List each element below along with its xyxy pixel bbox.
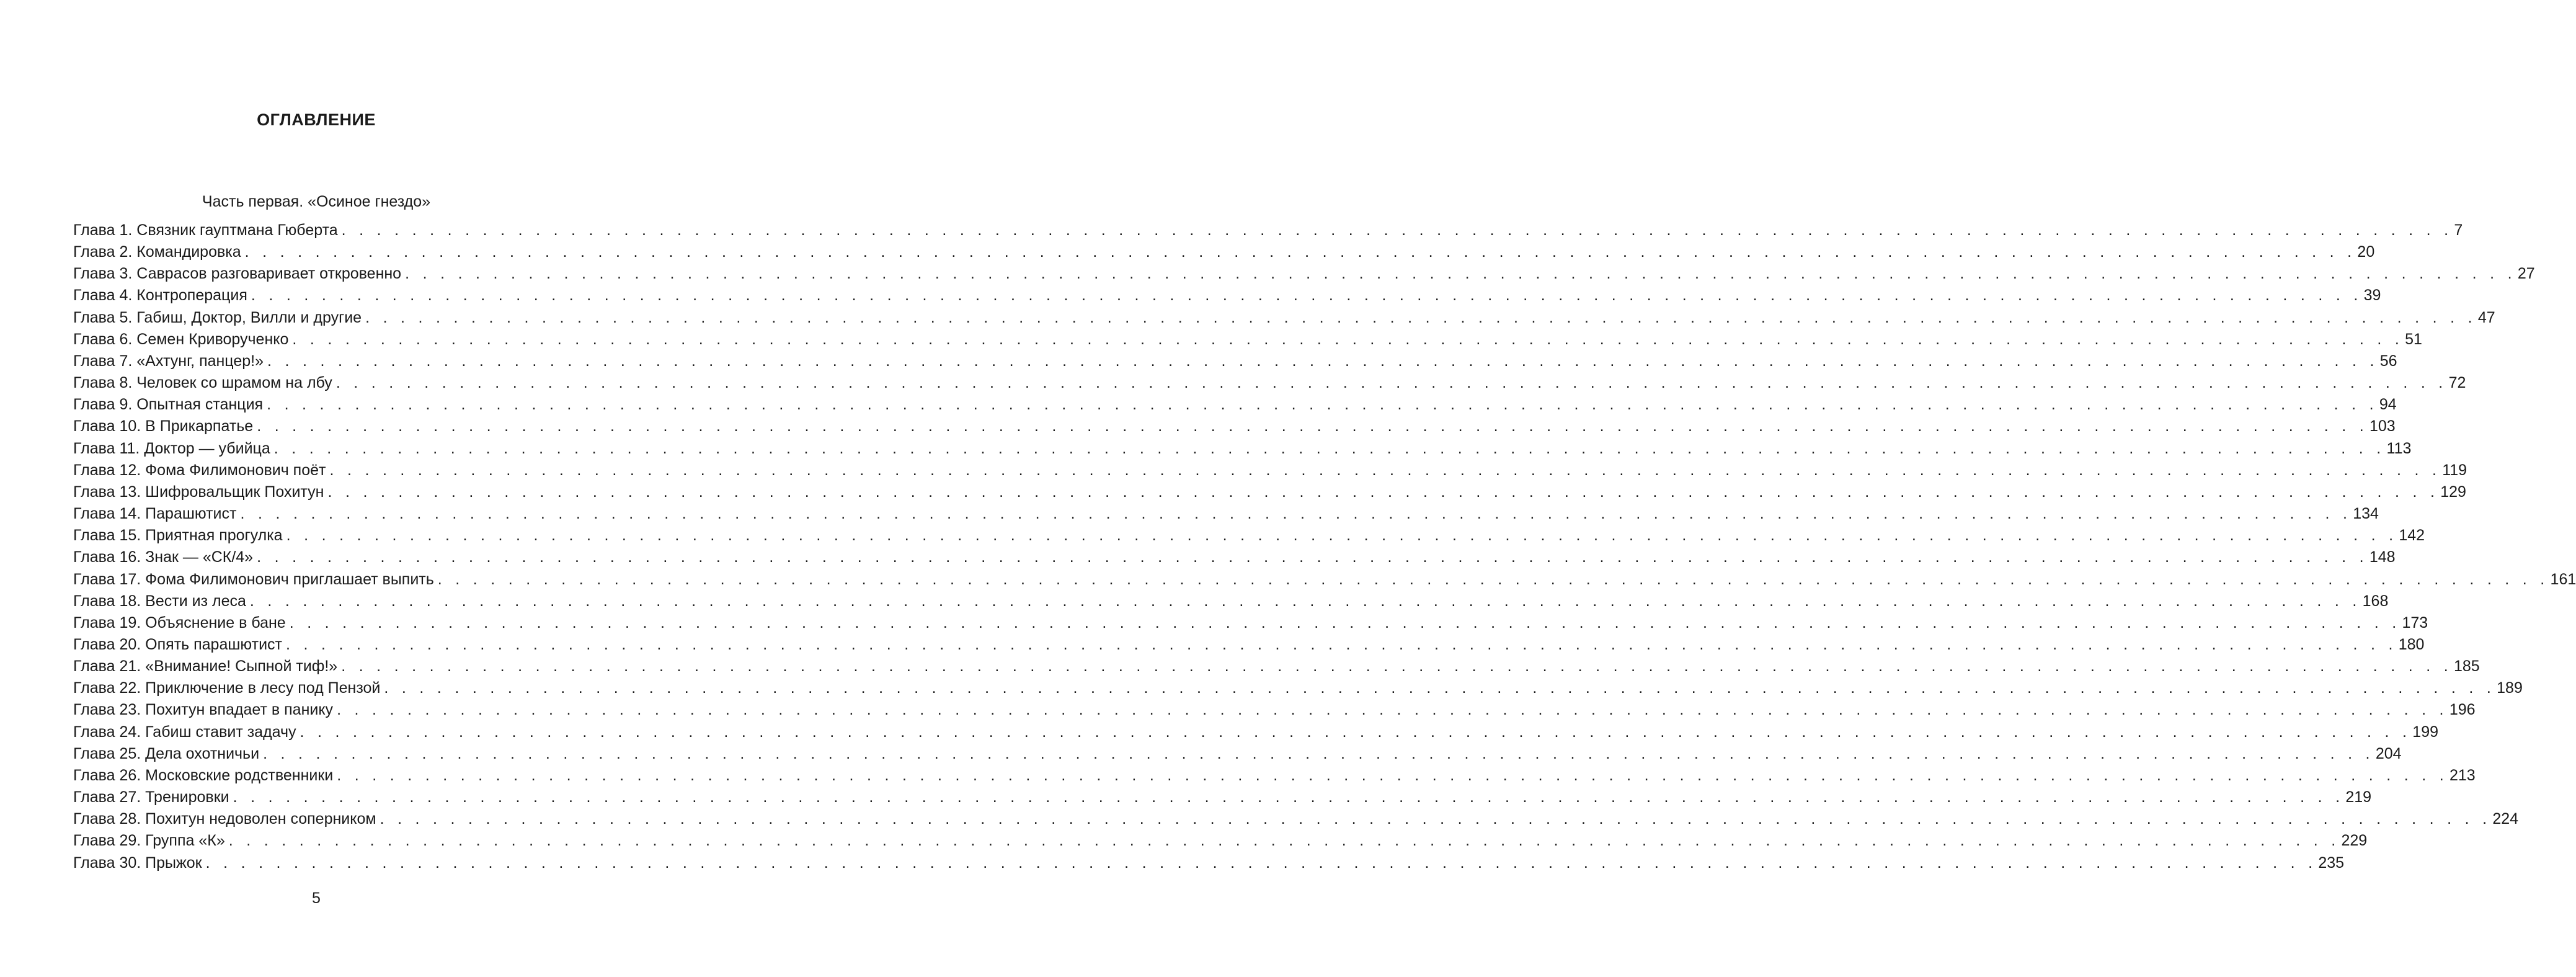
toc-entry-page: 129 (2440, 483, 2466, 501)
toc-entry-title: Глава 9. Опытная станция (73, 396, 264, 414)
toc-entry-page: 51 (2405, 330, 2422, 348)
toc-entry-page: 134 (2353, 505, 2379, 523)
toc-leader-dots: . . . . . . . . . . . . . . . . . . . . . . . . . . . . . . . . . . . . . . . . . . . . . . . . . . . . . . . . . . . . . . . . . . . . . . . . . . . . . . . . . . . . . . . . . . . . . . . . . . . . . . . . . . . . . . . . . . . . . . . . (257, 417, 2368, 435)
toc-leader-dots: . . . . . . . . . . . . . . . . . . . . . . . . . . . . . . . . . . . . . . . . . . . . . . . . . . . . . . . . . . . . . . . . . . . . . . . . . . . . . . . . . . . . . . . . . . . . . . . . . . . . . . . . . . . . . . . . . . . . . . . . (267, 352, 2379, 370)
toc-entry-page: 199 (2412, 723, 2439, 741)
toc-leader-dots: . . . . . . . . . . . . . . . . . . . . . . . . . . . . . . . . . . . . . . . . . . . . . . . . . . . . . . . . . . . . . . . . . . . . . . . . . . . . . . . . . . . . . . . . . . . . . . . . . . . . . . . . . . . . . . . . . . . . . . . . (263, 744, 2374, 762)
toc-leader-dots: . . . . . . . . . . . . . . . . . . . . . . . . . . . . . . . . . . . . . . . . . . . . . . . . . . . . . . . . . . . . . . . . . . . . . . . . . . . . . . . . . . . . . . . . . . . . . . . . . . . . . . . . . . . . . . . . . . . . . . . . (341, 221, 2453, 239)
toc-entry-title: Глава 1. Связник гауптмана Гюберта (73, 221, 338, 239)
toc-leader-dots: . . . . . . . . . . . . . . . . . . . . . . . . . . . . . . . . . . . . . . . . . . . . . . . . . . . . . . . . . . . . . . . . . . . . . . . . . . . . . . . . . . . . . . . . . . . . . . . . . . . . . . . . . . . . . . . . . . . . . . . . (365, 308, 2477, 326)
toc-entry-page: 7 (2454, 221, 2463, 239)
toc-entry-page: 113 (2386, 439, 2412, 457)
toc-entry-page: 142 (2399, 527, 2425, 545)
toc-entry-page: 103 (2369, 417, 2396, 435)
toc-entry-title: Глава 2. Командировка (73, 243, 241, 261)
toc-entry-page: 94 (2379, 396, 2397, 414)
toc-entry-page: 72 (2448, 374, 2466, 392)
toc-entry-title: Глава 10. В Прикарпатье (73, 417, 254, 435)
toc-leader-dots: . . . . . . . . . . . . . . . . . . . . . . . . . . . . . . . . . . . . . . . . . . . . . . . . . . . . . . . . . . . . . . . . . . . . . . . . . . . . . . . . . . . . . . . . . . . . . . . . . . . . . . . . . . . . . . . . . . . . . . . . (228, 832, 2340, 850)
toc-entry (73, 546, 2396, 568)
toc-entry-page: 27 (2517, 265, 2535, 283)
toc-entry-title: Глава 17. Фома Филимонович приглашает выпить (73, 570, 434, 588)
toc-leader-dots: . . . . . . . . . . . . . . . . . . . . . . . . . . . . . . . . . . . . . . . . . . . . . . . . . . . . . . . . . . . . . . . . . . . . . . . . . . . . . . . . . . . . . . . . . . . . . . . . . . . . . . . . . . . . . . . . . . . . . . . . (273, 439, 2386, 457)
toc-entry (73, 438, 2412, 460)
toc-entry (73, 634, 2425, 656)
toc-entry (73, 394, 2397, 416)
toc-entry-title: Глава 4. Контроперация (73, 287, 247, 305)
toc-entry-page: 235 (2318, 854, 2345, 872)
toc-entry (73, 699, 2476, 721)
toc-entry-title: Глава 30. Прыжок (73, 854, 202, 872)
toc-entry-page: 180 (2398, 635, 2425, 653)
toc-entry (73, 372, 2466, 394)
toc-entry (73, 460, 2467, 481)
toc-entry (73, 721, 2439, 743)
toc-entry-title: Глава 18. Вести из леса (73, 592, 246, 610)
toc-leader-dots: . . . . . . . . . . . . . . . . . . . . . . . . . . . . . . . . . . . . . . . . . . . . . . . . . . . . . . . . . . . . . . . . . . . . . . . . . . . . . . . . . . . . . . . . . . . . . . . . . . . . . . . . . . . . . . . . . . . . . . . . (341, 658, 2453, 676)
toc-entry (73, 743, 2402, 765)
toc-entry (73, 656, 2480, 677)
toc-entry-title: Глава 29. Группа «К» (73, 832, 225, 850)
toc-leader-dots: . . . . . . . . . . . . . . . . . . . . . . . . . . . . . . . . . . . . . . . . . . . . . . . . . . . . . . . . . . . . . . . . . . . . . . . . . . . . . . . . . . . . . . . . . . . . . . . . . . . . . . . . . . . . . . . . . . . . . . . . (257, 548, 2368, 566)
toc-entry-title: Глава 28. Похитун недоволен соперником (73, 810, 376, 828)
toc-entry-page: 213 (2449, 766, 2476, 784)
toc-entry (73, 612, 2428, 634)
toc-entry-title: Глава 27. Тренировки (73, 788, 229, 806)
toc-entry (73, 591, 2389, 612)
toc-leader-dots: . . . . . . . . . . . . . . . . . . . . . . . . . . . . . . . . . . . . . . . . . . . . . . . . . . . . . . . . . . . . . . . . . . . . . . . . . . . . . . . . . . . . . . . . . . . . . . . . . . . . . . . . . . . . . . . . . . . . . . . . (233, 788, 2345, 806)
toc-entry (73, 830, 2368, 852)
toc-entry-page: 204 (2375, 744, 2402, 762)
toc-entry-title: Глава 3. Саврасов разговаривает откровенно (73, 265, 402, 283)
toc-entry (73, 569, 2576, 591)
toc-entry-page: 168 (2362, 592, 2389, 610)
toc-entry-title: Глава 12. Фома Филимонович поёт (73, 461, 326, 479)
toc-leader-dots: . . . . . . . . . . . . . . . . . . . . . . . . . . . . . . . . . . . . . . . . . . . . . . . . . . . . . . . . . . . . . . . . . . . . . . . . . . . . . . . . . . . . . . . . . . . . . . . . . . . . . . . . . . . . . . . . . . . . . . . . (289, 613, 2401, 631)
toc-entry-page: 224 (2492, 810, 2519, 828)
toc-entry (73, 765, 2476, 787)
toc-leader-dots: . . . . . . . . . . . . . . . . . . . . . . . . . . . . . . . . . . . . . . . . . . . . . . . . . . . . . . . . . . . . . . . . . . . . . . . . . . . . . . . . . . . . . . . . . . . . . . . . . . . . . . . . . . . . . . . . . . . . . . . . (300, 723, 2412, 741)
toc-leader-dots: . . . . . . . . . . . . . . . . . . . . . . . . . . . . . . . . . . . . . . . . . . . . . . . . . . . . . . . . . . . . . . . . . . . . . . . . . . . . . . . . . . . . . . . . . . . . . . . . . . . . . . . . . . . . . . . . . . . . . . . . (327, 483, 2440, 501)
toc-leader-dots: . . . . . . . . . . . . . . . . . . . . . . . . . . . . . . . . . . . . . . . . . . . . . . . . . . . . . . . . . . . . . . . . . . . . . . . . . . . . . . . . . . . . . . . . . . . . . . . . . . . . . . . . . . . . . . . . . . . . . . . . (405, 265, 2516, 283)
toc-entry (73, 263, 2535, 285)
toc-entry-title: Глава 13. Шифровальщик Похитун (73, 483, 324, 501)
toc-entry-title: Глава 6. Семен Криворученко (73, 330, 289, 348)
toc-entry-title: Глава 19. Объяснение в бане (73, 613, 286, 631)
toc-leader-dots: . . . . . . . . . . . . . . . . . . . . . . . . . . . . . . . . . . . . . . . . . . . . . . . . . . . . . . . . . . . . . . . . . . . . . . . . . . . . . . . . . . . . . . . . . . . . . . . . . . . . . . . . . . . . . . . . . . . . . . . . (286, 635, 2397, 653)
toc-entry-title: Глава 23. Похитун впадает в панику (73, 701, 334, 719)
toc-leader-dots: . . . . . . . . . . . . . . . . . . . . . . . . . . . . . . . . . . . . . . . . . . . . . . . . . . . . . . . . . . . . . . . . . . . . . . . . . . . . . . . . . . . . . . . . . . . . . . . . . . . . . . . . . . . . . . . . . . . . . . . . (240, 505, 2352, 523)
toc-entry (73, 220, 2463, 241)
toc-entry (73, 808, 2519, 830)
toc-leader-dots: . . . . . . . . . . . . . . . . . . . . . . . . . . . . . . . . . . . . . . . . . . . . . . . . . . . . . . . . . . . . . . . . . . . . . . . . . . . . . . . . . . . . . . . . . . . . . . . . . . . . . . . . . . . . . . . . . . . . . . . . (329, 461, 2441, 479)
toc-leader-dots: . . . . . . . . . . . . . . . . . . . . . . . . . . . . . . . . . . . . . . . . . . . . . . . . . . . . . . . . . . . . . . . . . . . . . . . . . . . . . . . . . . . . . . . . . . . . . . . . . . . . . . . . . . . . . . . . . . . . . . . . (267, 396, 2378, 414)
toc-entry (73, 677, 2523, 699)
toc-leader-dots: . . . . . . . . . . . . . . . . . . . . . . . . . . . . . . . . . . . . . . . . . . . . . . . . . . . . . . . . . . . . . . . . . . . . . . . . . . . . . . . . . . . . . . . . . . . . . . . . . . . . . . . . . . . . . . . . . . . . . . . . (286, 527, 2398, 545)
toc-entry-title: Глава 25. Дела охотничьи (73, 744, 260, 762)
toc-entry-title: Глава 5. Габиш, Доктор, Вилли и другие (73, 308, 362, 326)
toc-leader-dots: . . . . . . . . . . . . . . . . . . . . . . . . . . . . . . . . . . . . . . . . . . . . . . . . . . . . . . . . . . . . . . . . . . . . . . . . . . . . . . . . . . . . . . . . . . . . . . . . . . . . . . . . . . . . . . . . . . . . . . . . (205, 854, 2317, 872)
toc-entry-title: Глава 21. «Внимание! Сыпной тиф!» (73, 658, 338, 676)
toc-entry-page: 196 (2449, 701, 2476, 719)
toc-entry-page: 20 (2357, 243, 2375, 261)
toc-leader-dots: . . . . . . . . . . . . . . . . . . . . . . . . . . . . . . . . . . . . . . . . . . . . . . . . . . . . . . . . . . . . . . . . . . . . . . . . . . . . . . . . . . . . . . . . . . . . . . . . . . . . . . . . . . . . . . . . . . . . . . . . (251, 287, 2363, 305)
toc-leader-dots: . . . . . . . . . . . . . . . . . . . . . . . . . . . . . . . . . . . . . . . . . . . . . . . . . . . . . . . . . . . . . . . . . . . . . . . . . . . . . . . . . . . . . . . . . . . . . . . . . . . . . . . . . . . . . . . . . . . . . . . . (249, 592, 2361, 610)
page-number: 5 (312, 890, 321, 907)
toc-entry (73, 787, 2372, 808)
toc-entry (73, 241, 2375, 263)
toc-entry-page: 189 (2497, 679, 2523, 697)
toc-entry-page: 56 (2379, 352, 2397, 370)
toc-entry-title: Глава 26. Московские родственники (73, 766, 334, 784)
part-title: Часть первая. «Осиное гнездо» (202, 193, 431, 210)
toc-entry-page: 229 (2341, 832, 2368, 850)
toc-leader-dots: . . . . . . . . . . . . . . . . . . . . . . . . . . . . . . . . . . . . . . . . . . . . . . . . . . . . . . . . . . . . . . . . . . . . . . . . . . . . . . . . . . . . . . . . . . . . . . . . . . . . . . . . . . . . . . . . . . . . . . . . (384, 679, 2496, 697)
toc-entry-page: 119 (2442, 461, 2467, 479)
toc-entry-title: Глава 14. Парашютист (73, 505, 237, 523)
toc-entry-title: Глава 22. Приключение в лесу под Пензой (73, 679, 381, 697)
toc-entry (73, 285, 2381, 306)
table-of-contents (73, 220, 2576, 874)
toc-entry (73, 307, 2495, 329)
toc-entry (73, 481, 2466, 503)
toc-leader-dots: . . . . . . . . . . . . . . . . . . . . . . . . . . . . . . . . . . . . . . . . . . . . . . . . . . . . . . . . . . . . . . . . . . . . . . . . . . . . . . . . . . . . . . . . . . . . . . . . . . . . . . . . . . . . . . . . . . . . . . . . (292, 330, 2404, 348)
toc-entry (73, 350, 2397, 372)
toc-entry-title: Глава 20. Опять парашютист (73, 635, 282, 653)
toc-entry-page: 161 (2550, 570, 2576, 588)
toc-entry (73, 503, 2379, 525)
toc-entry-title: Глава 16. Знак — «СК/4» (73, 548, 254, 566)
toc-entry (73, 416, 2396, 437)
toc-entry (73, 525, 2425, 546)
toc-entry-page: 148 (2369, 548, 2396, 566)
toc-leader-dots: . . . . . . . . . . . . . . . . . . . . . . . . . . . . . . . . . . . . . . . . . . . . . . . . . . . . . . . . . . . . . . . . . . . . . . . . . . . . . . . . . . . . . . . . . . . . . . . . . . . . . . . . . . . . . . . . . . . . . . . . (244, 243, 2356, 261)
toc-leader-dots: . . . . . . . . . . . . . . . . . . . . . . . . . . . . . . . . . . . . . . . . . . . . . . . . . . . . . . . . . . . . . . . . . . . . . . . . . . . . . . . . . . . . . . . . . . . . . . . . . . . . . . . . . . . . . . . . . . . . . . . . (337, 766, 2448, 784)
page-title: ОГЛАВЛЕНИЕ (257, 110, 376, 129)
toc-entry (73, 329, 2422, 350)
toc-entry-page: 47 (2477, 308, 2495, 326)
toc-entry-title: Глава 24. Габиш ставит задачу (73, 723, 296, 741)
toc-entry-title: Глава 8. Человек со шрамом на лбу (73, 374, 332, 392)
toc-entry-page: 39 (2363, 287, 2381, 305)
toc-entry-page: 219 (2345, 788, 2372, 806)
toc-entry-page: 185 (2453, 658, 2480, 676)
toc-entry-title: Глава 15. Приятная прогулка (73, 527, 283, 545)
toc-leader-dots: . . . . . . . . . . . . . . . . . . . . . . . . . . . . . . . . . . . . . . . . . . . . . . . . . . . . . . . . . . . . . . . . . . . . . . . . . . . . . . . . . . . . . . . . . . . . . . . . . . . . . . . . . . . . . . . . . . . . . . . . (380, 810, 2492, 828)
toc-entry (73, 852, 2345, 874)
toc-entry-title: Глава 11. Доктор — убийца (73, 439, 270, 457)
toc-entry-page: 173 (2402, 613, 2428, 631)
toc-leader-dots: . . . . . . . . . . . . . . . . . . . . . . . . . . . . . . . . . . . . . . . . . . . . . . . . . . . . . . . . . . . . . . . . . . . . . . . . . . . . . . . . . . . . . . . . . . . . . . . . . . . . . . . . . . . . . . . . . . . . . . . . (335, 374, 2448, 392)
toc-leader-dots: . . . . . . . . . . . . . . . . . . . . . . . . . . . . . . . . . . . . . . . . . . . . . . . . . . . . . . . . . . . . . . . . . . . . . . . . . . . . . . . . . . . . . . . . . . . . . . . . . . . . . . . . . . . . . . . . . . . . . . . . (437, 570, 2549, 588)
toc-leader-dots: . . . . . . . . . . . . . . . . . . . . . . . . . . . . . . . . . . . . . . . . . . . . . . . . . . . . . . . . . . . . . . . . . . . . . . . . . . . . . . . . . . . . . . . . . . . . . . . . . . . . . . . . . . . . . . . . . . . . . . . . (337, 701, 2448, 719)
toc-entry-title: Глава 7. «Ахтунг, панцер!» (73, 352, 264, 370)
